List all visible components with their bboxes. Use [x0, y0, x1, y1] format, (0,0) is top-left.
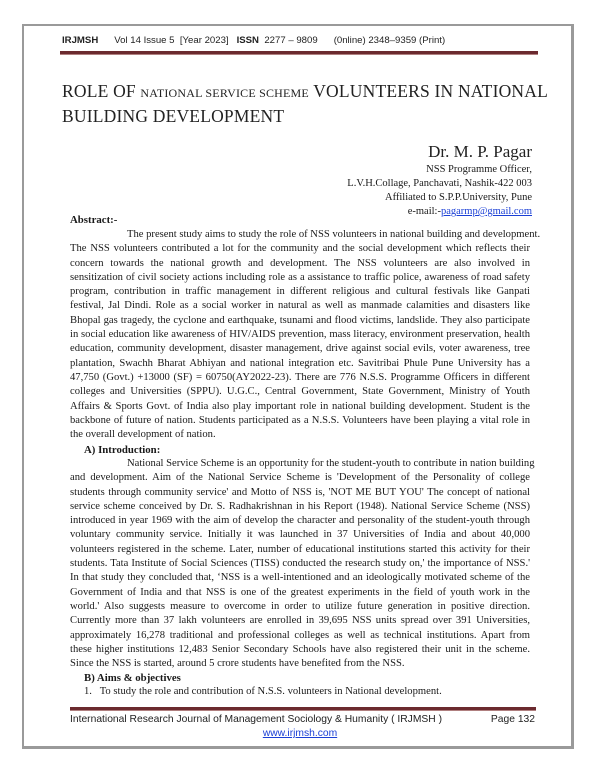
aims-heading: B) Aims & objectives: [84, 672, 181, 684]
text-line: voluntary community service. Initially it was launched in 37 Universities of India and about 40,000: [70, 529, 530, 541]
text-line: festival, Jal Dindi. Role as a social worker in natural as well as manmade calamities and disasters like: [70, 300, 530, 312]
author-role: NSS Programme Officer,: [426, 164, 532, 175]
email-link[interactable]: pagarmp@gmail.com: [440, 206, 532, 217]
text-line: In that study they concluded that, ‘NSS is a well-intentioned and an ideologically motivated scheme of the: [70, 572, 530, 584]
title-part: VOLUNTEERS IN NATIONAL: [308, 81, 549, 101]
abstract-heading: Abstract:-: [70, 214, 118, 226]
text-line: world.' Also suggests measure to overcome in order to utilize future generation in positive direction.: [70, 600, 530, 612]
text-line: program, contribution in traffic management in different religious and cultural festivals like Ganpati: [70, 286, 530, 298]
aims-item: 1. To study the role and contribution of N.S.S. volunteers in National development.: [84, 686, 442, 697]
author-affiliation: [347, 163, 532, 219]
text-line: Affairs & Sports Govt. of India also play important role in national building development. Student is the: [70, 400, 530, 412]
title-line-2: BUILDING DEVELOPMENT: [62, 106, 285, 126]
text-line: plantation, Swachh Bharat Abhiyan and national integration etc. Savitribai Phule Pune University has a: [70, 357, 530, 369]
text-line: and development. Aim of the National Service Scheme is 'Development of the Personality of college: [70, 472, 530, 484]
running-header: [62, 35, 445, 46]
text-line: students through community service' and Motto of NSS is, 'NOT ME BUT YOU' The concept of national: [70, 486, 530, 498]
text-line: education, community development, disaster management, drive against social evils, voter awareness, tree: [70, 343, 530, 355]
text-line: The NSS volunteers contributed a lot for the community and the social development which reflects their: [70, 243, 530, 255]
text-line: backbone of future of nation. Students participated as a N.S.S. Volunteers have been playing a vital role in: [70, 414, 530, 426]
issn-online: 2277 – 9809: [264, 35, 318, 46]
text-line: concern towards the national growth and development. The NSS volunteers are also involved in: [70, 257, 530, 269]
text-line: these higher institutions 12,483 Senior Secondary Schools have also registered their unit in the scheme.: [70, 643, 530, 655]
text-line: Government of India and that NSS is one of the greatest experiments in the field of youth work in the: [70, 586, 530, 598]
text-line: Bhopal gas tragedy, the cyclone and earthquake, tsunami and flood victims, landslide. They also participate: [70, 314, 530, 326]
abstract-body: [70, 228, 541, 442]
issn-print: (0nline) 2348–9359 (Print): [333, 35, 446, 46]
issn-label: ISSN: [236, 35, 259, 46]
footer-journal: International Research Journal of Management Sociology & Humanity ( IRJMSH ): [70, 714, 443, 725]
text-line: Currently more than 37 lakh volunteers are enrolled in 39,695 NSS units spread over 391 Universities,: [70, 615, 530, 627]
text-line: students. Tata Institute of Social Sciences (TISS) conducted the research study on,' the importance of NSS.': [70, 558, 530, 570]
page-number: Page 132: [490, 714, 535, 725]
journal-abbrev: IRJMSH: [62, 35, 99, 46]
text-line: the overall development of nation.: [70, 429, 216, 441]
text-line: The present study aims to study the role of NSS volunteers in national building and development.: [127, 229, 541, 240]
author-name: Dr. M. P. Pagar: [428, 142, 532, 161]
title-smallcaps: NATIONAL SERVICE SCHEME: [140, 86, 309, 100]
article-title: [62, 80, 548, 128]
introduction-body: [70, 457, 535, 671]
volume-info: Vol 14 Issue 5 [Year 2023]: [114, 35, 229, 46]
text-line: Since the NSS is started, around 5 crore students have benefited from the NSS.: [70, 658, 405, 670]
email-label: e-mail:-: [407, 206, 441, 217]
text-line: in social education like awareness of HIV/AIDS prevention, mass literacy, environment preservation, health: [70, 329, 530, 341]
text-line: sensitization of civil society actions including role as a assistance to traffic police, awareness of road safety: [70, 271, 530, 283]
text-line: volunteers registered in the scheme. Later, number of educational institutions started this activity for their: [70, 543, 530, 555]
text-line: introduced in year 1969 with the aim of develop the character and personality of the student-youth through: [70, 515, 530, 527]
header-rule: [60, 51, 538, 55]
text-line: National Service Scheme is an opportunity for the student-youth to contribute in nation building: [127, 458, 535, 469]
text-line: approximately 16,278 traditional and professional colleges as well as technical institutions. Apart from: [70, 629, 530, 641]
text-line: service scheme conceived by Dr. S. Radhakrishnan in his Report (1948). National Service Scheme (NSS): [70, 500, 530, 512]
journal-link[interactable]: www.irjmsh.com: [262, 728, 338, 739]
text-line: 47,750 (Govt.) +13000 (SF) = 60750(AY2022-23). There are 776 N.S.S. Programme Officers in different: [70, 371, 530, 383]
footer: [70, 714, 535, 725]
introduction-heading: A) Introduction:: [84, 444, 161, 456]
footer-url: [0, 728, 600, 739]
title-part: ROLE OF: [62, 81, 141, 101]
text-line: colleges and Universities (SPPU). U.G.C., Central Government, State Government, Ministry of Youth: [70, 386, 530, 398]
author-university: Affiliated to S.P.P.University, Pune: [384, 192, 532, 203]
author-college: L.V.H.Collage, Panchavati, Nashik-422 003: [347, 178, 532, 189]
footer-rule: [70, 707, 536, 711]
